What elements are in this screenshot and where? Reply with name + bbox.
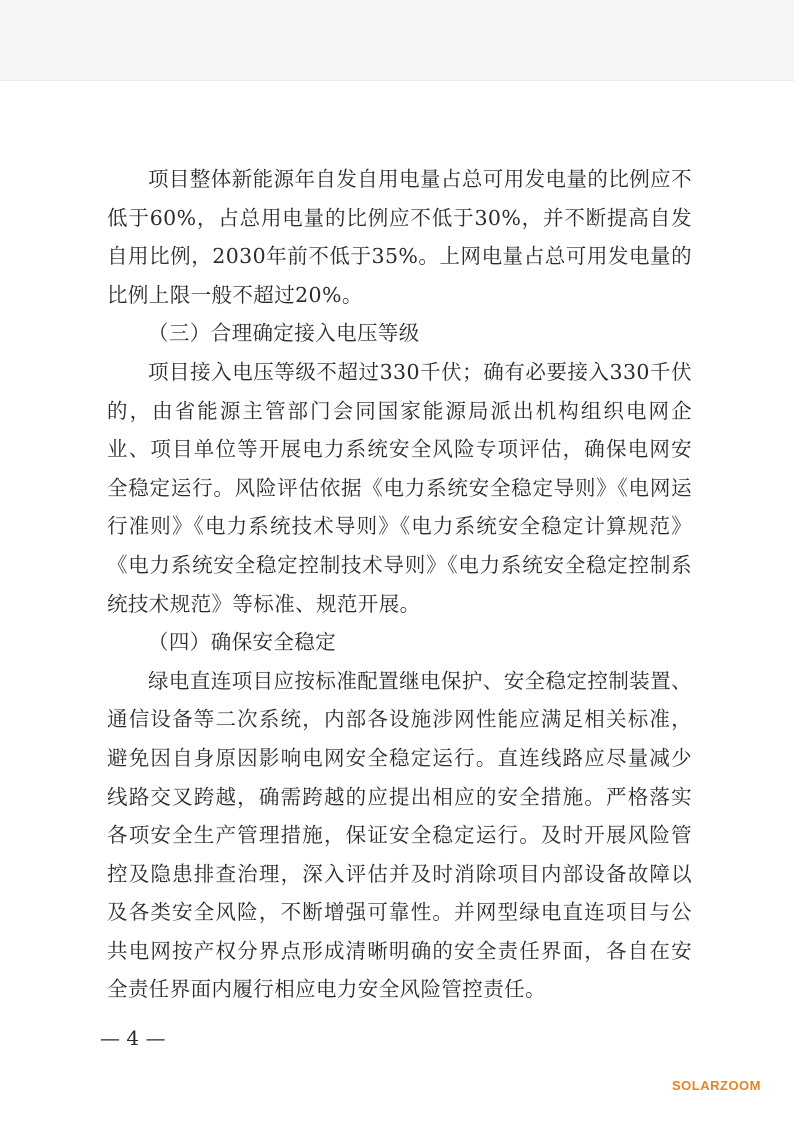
section-heading-voltage-level: （三）合理确定接入电压等级 xyxy=(148,321,420,346)
section-heading-safety-stability: （四）确保安全稳定 xyxy=(148,630,337,655)
paragraph-voltage-level: 项目接入电压等级不超过330千伏；确有必要接入330千伏的，由省能源主管部门会同国家能源局派出机构组织电网企业、项目单位等开展电力系统安全风险专项评估，确保电网安全稳定运行。风险评估依据《电力系统安全稳定导则》《电网运行准则》《电力系统技术导则》《电力系统安全稳定计算规范》《电力系统安全稳定控制技术导则》《电力系统安全稳定控制系统技术规范》等标准、规范开展。 xyxy=(107,359,692,616)
paragraph-self-use-ratio: 项目整体新能源年自发自用电量占总可用发电量的比例应不低于60%，占总用电量的比例应不低于30%，并不断提高自发自用比例，2030年前不低于35%。上网电量占总可用发电量的比例上限一般不超过20%。 xyxy=(107,167,692,307)
paragraph-safety-stability: 绿电直连项目应按标准配置继电保护、安全稳定控制装置、通信设备等二次系统，内部各设施涉网性能应满足相关标准，避免因自身原因影响电网安全稳定运行。直连线路应尽量减少线路交叉跨越，确需跨越的应提出相应的安全措施。严格落实各项安全生产管理措施，保证安全稳定运行。及时开展风险管控及隐患排查治理，深入评估并及时消除项目内部设备故障以及各类安全风险，不断增强可靠性。并网型绿电直连项目与公共电网按产权分界点形成清晰明确的安全责任界面，各自在安全责任界面内履行相应电力安全风险管控责任。 xyxy=(107,668,692,1002)
page-top-edge xyxy=(0,0,794,81)
solarzoom-watermark: SOLARZOOM xyxy=(672,1078,761,1093)
document-body xyxy=(107,160,692,1009)
page-number: — 4 — xyxy=(100,1026,166,1050)
